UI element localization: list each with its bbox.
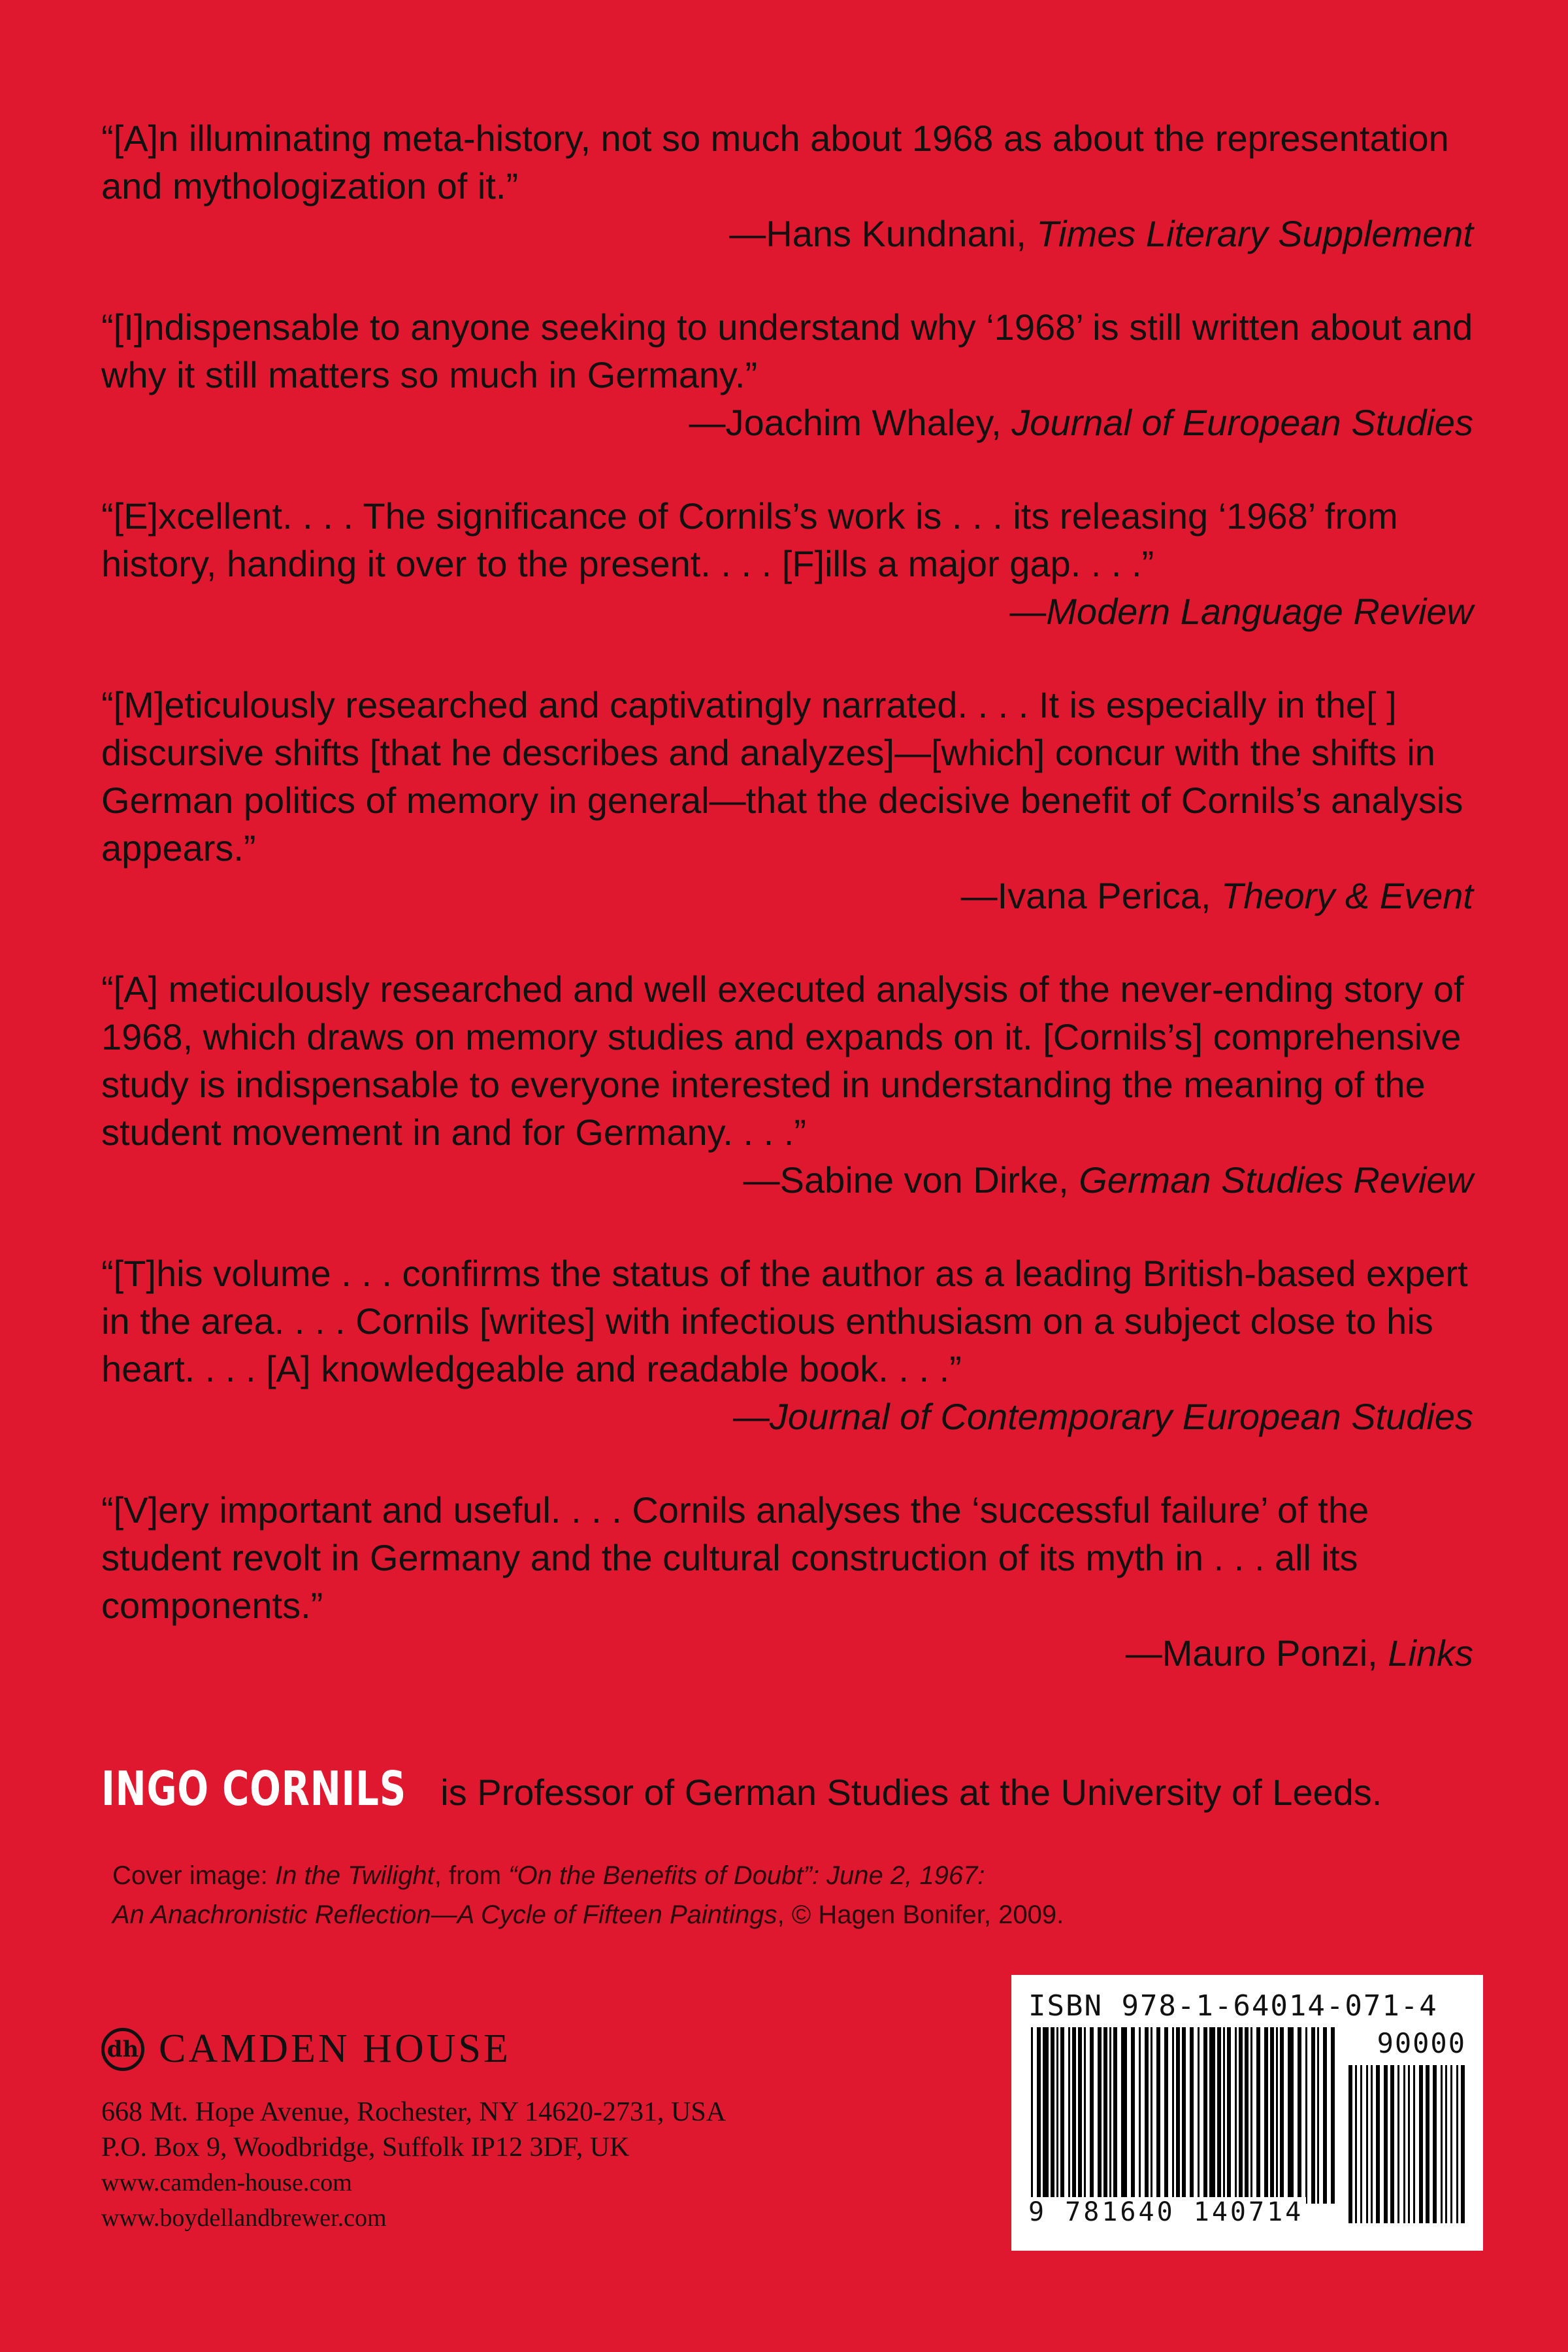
barcode-addon-number: 90000 — [1377, 2027, 1466, 2059]
barcode-bar — [1031, 2027, 1033, 2204]
barcode-addon-bar — [1355, 2065, 1357, 2223]
barcode-addon-bar — [1366, 2065, 1368, 2223]
blurb-author: —Sabine von Dirke, — [743, 1159, 1079, 1201]
barcode-bar — [1156, 2027, 1160, 2204]
cover-credit-line-1 — [112, 1856, 1064, 1895]
barcode-bar — [1276, 2027, 1278, 2204]
blurb-author: —Ivana Perica, — [960, 875, 1222, 916]
blurb-text: “[T]his volume . . . confirms the status of the author as a leading British-based expert in the area. . . . Cornils [writes] with infectious enthusiasm on a subject close to his heart. . . . [A] knowledgeable and readable book. . . .” — [101, 1253, 1468, 1389]
barcode-bar — [1072, 2027, 1076, 2204]
credit-work: In the Twilight — [274, 1861, 434, 1890]
publisher-address-1: 668 Mt. Hope Avenue, Rochester, NY 14620-2731, USA — [101, 2097, 727, 2127]
blurb-publication: Journal of Contemporary European Studies — [769, 1396, 1473, 1437]
blurb-publication: German Studies Review — [1079, 1159, 1473, 1201]
barcode-bar — [1078, 2027, 1082, 2204]
barcode-addon-bar — [1456, 2065, 1458, 2223]
barcode — [1028, 2027, 1466, 2227]
barcode-addon-bar — [1376, 2065, 1380, 2223]
blurb-2 — [101, 303, 1473, 446]
isbn-label: ISBN 978-1-64014-071-4 — [1028, 1989, 1438, 2023]
barcode-addon-bar — [1397, 2065, 1399, 2223]
barcode-box — [1011, 1975, 1483, 2251]
cover-credit — [112, 1856, 1064, 1934]
blurb-1 — [101, 114, 1473, 257]
blurb-text: “[V]ery important and useful. . . . Cornils analyses the ‘successful failure’ of the student revolt in Germany and the cultural construction of its myth in . . . all its components.” — [101, 1489, 1369, 1626]
barcode-bar — [1151, 2027, 1152, 2204]
credit-series-2: An Anachronistic Reflection—A Cycle of Fifteen Paintings — [112, 1900, 777, 1929]
publisher-name: CAMDEN HOUSE — [159, 2027, 511, 2071]
barcode-bar — [1060, 2027, 1064, 2204]
blurb-attribution — [101, 1156, 1473, 1204]
credit-prefix: Cover image: — [112, 1861, 275, 1890]
barcode-bar — [1113, 2027, 1117, 2204]
barcode-addon-bar — [1384, 2065, 1388, 2223]
barcode-bar — [1190, 2027, 1194, 2204]
barcode-bar — [1109, 2027, 1111, 2204]
blurb-attribution — [101, 588, 1473, 635]
barcode-bar — [1245, 2027, 1249, 2204]
publisher-logo: dh — [101, 2028, 144, 2071]
blurb-5 — [101, 965, 1473, 1204]
barcode-bar — [1270, 2027, 1274, 2204]
blurb-attribution — [101, 210, 1473, 257]
barcode-bar — [1043, 2027, 1049, 2204]
barcode-bar — [1103, 2027, 1107, 2204]
barcode-addon-bar — [1360, 2065, 1362, 2223]
barcode-bar — [1264, 2027, 1268, 2204]
barcode-addon-bar — [1371, 2065, 1373, 2223]
blurb-author: — — [1009, 591, 1047, 632]
barcode-bar — [1198, 2027, 1200, 2204]
barcode-bar — [1164, 2027, 1168, 2204]
barcode-bar — [1145, 2027, 1149, 2204]
barcode-bar — [1239, 2027, 1243, 2204]
barcode-ean-number: 9 781640 140714 — [1028, 2197, 1306, 2227]
barcode-addon-bar — [1445, 2065, 1447, 2223]
barcode-bar — [1235, 2027, 1237, 2204]
blurbs — [101, 114, 1473, 1723]
barcode-bar — [1227, 2027, 1231, 2204]
barcode-addon-bar — [1426, 2065, 1429, 2223]
barcode-bar — [1182, 2027, 1186, 2204]
barcode-bar — [1280, 2027, 1284, 2204]
barcode-bar — [1298, 2027, 1301, 2204]
barcode-addon-bar — [1441, 2065, 1443, 2223]
barcode-bar — [1311, 2027, 1315, 2204]
cover-credit-line-2 — [112, 1895, 1064, 1934]
barcode-addon-bar — [1419, 2065, 1423, 2223]
barcode-bar — [1121, 2027, 1127, 2204]
barcode-bar — [1084, 2027, 1086, 2204]
barcode-bar — [1090, 2027, 1094, 2204]
blurb-attribution — [101, 1393, 1473, 1440]
blurb-3 — [101, 492, 1473, 635]
blurb-7 — [101, 1486, 1473, 1677]
publisher-address-2: P.O. Box 9, Woodbridge, Suffolk IP12 3DF, UK — [101, 2132, 630, 2162]
barcode-addon-bar — [1461, 2065, 1465, 2223]
blurb-text: “[A] meticulously researched and well executed analysis of the never-ending story of 1968, which draws on memory studies and expands on it. [Cornils’s] comprehensive study is indispensable to everyone interested in understanding the meaning of the student movement in and for Germany. . . .” — [101, 969, 1464, 1153]
blurb-publication: Theory & Event — [1221, 875, 1473, 916]
blurb-text: “[E]xcellent. . . . The significance of Cornils’s work is . . . its releasing ‘1968’ from history, handing it over to the present. . . . [F]ills a major gap. . . .” — [101, 495, 1398, 584]
credit-suffix: , © Hagen Bonifer, 2009. — [777, 1900, 1064, 1929]
publisher-logo-row — [101, 2026, 726, 2072]
barcode-bar — [1331, 2027, 1335, 2204]
publisher-website-1: www.camden-house.com — [101, 2169, 352, 2196]
barcode-addon-bar — [1408, 2065, 1410, 2223]
credit-series-1: “On the Benefits of Doubt”: June 2, 1967: — [508, 1861, 985, 1890]
barcode-bar — [1256, 2027, 1260, 2204]
barcode-bar — [1037, 2027, 1041, 2204]
barcode-addon-bar — [1390, 2065, 1394, 2223]
credit-mid: , from — [434, 1861, 509, 1890]
barcode-bar — [1305, 2027, 1307, 2204]
barcode-bar — [1203, 2027, 1207, 2204]
blurb-publication: Journal of European Studies — [1011, 402, 1473, 443]
author-bio — [101, 1761, 1382, 1816]
author-name: INGO CORNILS — [101, 1761, 406, 1816]
author-bio-text: is Professor of German Studies at the University of Leeds. — [430, 1772, 1382, 1813]
blurb-text: “[I]ndispensable to anyone seeking to understand why ‘1968’ is still written about and why it still matters so much in Germany.” — [101, 306, 1473, 395]
barcode-bar — [1323, 2027, 1327, 2204]
barcode-bar — [1223, 2027, 1225, 2204]
blurb-publication: Times Literary Supplement — [1036, 213, 1473, 254]
blurb-publication: Links — [1388, 1632, 1473, 1674]
barcode-bar — [1217, 2027, 1221, 2204]
barcode-bar — [1139, 2027, 1141, 2204]
blurb-attribution — [101, 399, 1473, 446]
blurb-attribution — [101, 872, 1473, 919]
blurb-author: — — [732, 1396, 770, 1437]
blurb-4 — [101, 681, 1473, 919]
barcode-bar — [1172, 2027, 1174, 2204]
blurb-author: —Hans Kundnani, — [729, 213, 1037, 254]
barcode-bar — [1317, 2027, 1319, 2204]
barcode-bar — [1068, 2027, 1070, 2204]
blurb-6 — [101, 1250, 1473, 1440]
barcode-bar — [1250, 2027, 1252, 2204]
blurb-author: —Mauro Ponzi, — [1125, 1632, 1388, 1674]
barcode-bar — [1051, 2027, 1054, 2204]
blurb-text: “[A]n illuminating meta-history, not so much about 1968 as about the representation and mythologization of it.” — [101, 118, 1449, 207]
barcode-bar — [1288, 2027, 1294, 2204]
publisher-website-2: www.boydellandbrewer.com — [101, 2204, 387, 2232]
blurb-attribution — [101, 1629, 1473, 1677]
barcode-bar — [1098, 2027, 1102, 2204]
blurb-publication: Modern Language Review — [1046, 591, 1473, 632]
barcode-bar — [1131, 2027, 1135, 2204]
barcode-addon-bar — [1413, 2065, 1415, 2223]
blurb-author: —Joachim Whaley, — [689, 402, 1012, 443]
barcode-addon-bar — [1433, 2065, 1437, 2223]
blurb-text: “[M]eticulously researched and captivatingly narrated. . . . It is especially in the[ ] discursive shifts [that he describes and analyzes]—[which] concur with the shifts in German politics of memory in general—that the decisive benefit of Cornils’s analysis appears.” — [101, 684, 1463, 869]
barcode-bar — [1056, 2027, 1058, 2204]
barcode-bar — [1176, 2027, 1180, 2204]
barcode-addon-bar — [1450, 2065, 1452, 2223]
publisher-block — [101, 2026, 726, 2236]
barcode-addon-bar — [1348, 2065, 1352, 2223]
barcode-bar — [1209, 2027, 1215, 2204]
publisher-contact — [101, 2095, 726, 2236]
barcode-addon-bar — [1403, 2065, 1405, 2223]
